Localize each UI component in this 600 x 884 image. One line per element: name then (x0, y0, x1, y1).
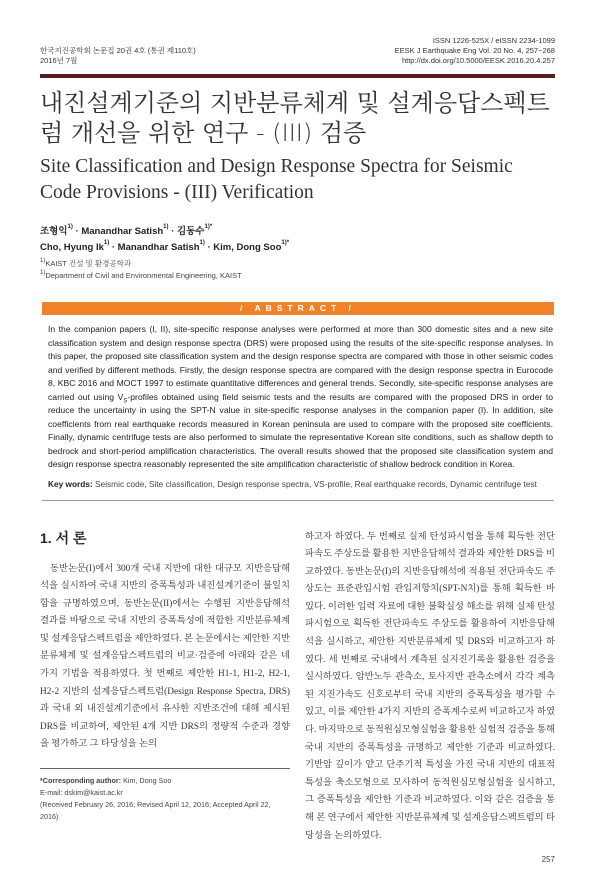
issn: ISSN 1226-525X / eISSN 2234-1099 (432, 36, 555, 45)
footnote-rule (40, 768, 290, 769)
journal-header (40, 36, 555, 66)
title-korean: 내진설계기준의 지반분류체계 및 설계응답스펙트럼 개선을 위한 연구 - (III) 검증 (40, 89, 550, 147)
header-rule (40, 74, 555, 78)
authors (40, 224, 555, 256)
section-heading: 1. 서 론 (40, 529, 87, 546)
journal-name-ko: 한국지진공학회 논문집 20권 4호 (통권 제110호) (40, 46, 196, 55)
abstract-text: In the companion papers (I, II), site-specific response analyses were performed at more than 300 domestic sites and a new site classification system and design response spectra (DRS) were proposed using the results of the site-specific response analyses. In this paper, the proposed site classification system and the design response spectra are compared with those in other seismic codes and verified by different methods. Firstly, the design response spectra are compared with the design response spectra in Eurocode 8, KBC 2016 and MOCT 1997 to estimate quantitative differences and general trends. Secondly, site-specific response analyses are carried out using $V_S$-profiles obtained using field seismic tests and the results are compared with the proposed DRS in order to reduce the uncertainty in using the SPT-N value in site-specific response analyses in the companion paper (I). In addition, site coefficients from real earthquake records measured in Korean peninsula are used to compare with the proposed site coefficients. Finally, dynamic centrifuge tests are also performed to simulate the representative Korean site conditions, such as shallow depth to bedrock and short-period amplification characteristics. The overall results showed that the proposed site classification system and design response spectra reasonably represented the site amplification characteristic of shallow bedrock condition in Korea. (48, 324, 554, 469)
page-number: 257 (541, 855, 555, 865)
column-right (305, 529, 555, 846)
received-dates: (Received February 26, 2016; Revised April 12, 2016; Accepted April 22, 2016) (40, 800, 271, 822)
issue-date: 2016년 7월 (40, 56, 78, 65)
doi-link[interactable]: http://dx.doi.org/10.5000/EESK.2016.20.4.257 (401, 56, 555, 65)
affiliations (40, 258, 555, 282)
footnote (40, 775, 290, 823)
authors-korean: 조형익$^{1)}$ · Manandhar Satish$^{1)}$ · 김동수$^{1)*}$ (40, 224, 213, 237)
abstract-rule (42, 500, 554, 501)
affiliation-english: $^{1)}$Department of Civil and Environmental Engineering, KAIST (40, 270, 242, 280)
corresponding-label: *Corresponding author: (40, 776, 122, 786)
title-english: Site Classification and Design Response Spectra for Seismic Code Provisions - (III) Verification (40, 156, 513, 203)
body-column-left: 동반논문(I)에서 300개 국내 지반에 대한 대규모 지반응답해석을 실시하여 국내 지반의 증폭특성과 내진설계기준이 불일치함을 규명하였으며, 동반논문(II)에서는 수행된 지반응답해석 결과를 바탕으로 국내 지반의 증폭특성에 적합한 지반분류체계 및 설계응답스펙트럼을 제안하였다. 본 논문에서는 제안한 지반분류체계 및 설계응답스펙트럼의 비교·검증에 아래와 같은 네 가지 기법을 적용하였다. 첫 번째로 제안한 H1-1, H1-2, H2-1, H2-2 지반의 설계응답스펙트럼(Design Response Spectra, DRS)과 국내 외 내진설계기준에서 유사한 지반조건에 대해 제시된 DRS를 비교하여, 제안된 4개 지반 DRS의 정량적 수준과 경향을 평가하고 그 타당성을 논의 (40, 563, 290, 750)
journal-header-right (395, 36, 555, 66)
journal-name-en: EESK J Earthquake Eng Vol. 20 No. 4, 257−268 (394, 46, 555, 55)
journal-header-left (40, 46, 196, 66)
authors-english: Cho, Hyung $Ik^{1)}$ · Manandhar Satish$^{1)}$ · Kim, Dong Soo$^{1)*}$ (40, 240, 290, 253)
affiliation-korean: $^{1)}$KAIST 건설 및 환경공학과 (40, 258, 132, 268)
body-columns (40, 529, 555, 846)
body-column-right: 하고자 하였다. 두 번째로 실제 탄성파시험을 통해 획득한 전단파속도 주상도를 활용한 지반응답해석 결과와 제안한 DRS를 비교하였다. 동반논문(I)의 지반응답해석에 적용된 전단파속도 주상도는 표준관입시험 관입저항치(SPT-N치)를 통해 획득한 바 있다. 이러한 입력 자료에 대한 불확실성 해소를 위해 실제 탄성파시험으로 획득한 전단파속도 주상도를 활용하여 지반응답해석을 실시하고, 제안한 지반분류체계 및 DRS와 비교하고자 하였다. 세 번째로 국내에서 계측된 실지진기록을 활용한 검증을 실시하였다. 암반노두 관측소, 토사지반 관측소에서 각각 계측된 지진가속도 신호로부터 국내 지반의 증폭특성을 평가할 수 있고, 이를 제안한 4가지 지반의 증폭계수로써 비교하고자 하였다. 마지막으로 동적원심모형실험을 활용한 실험적 검증을 통해 국내 지반의 증폭특성을 규명하고 제안한 기준과 비교하였다. 기반암 깊이가 얕고 단주기적 특성을 가진 국내 지반의 대표적 특성을 축소모형으로 모사하여 동적원심모형실험을 실시하고, 그 증폭특성을 제안한 기준과 비교하였다. 이와 같은 검증을 통해 본 연구에서 제안한 지반분류체계 및 설계응답스펙트럼의 타당성을 논의하였다. (305, 531, 555, 841)
abstract-banner: / ABSTRACT / (42, 302, 554, 315)
keywords: Key words: Seismic code, Site classification, Design response spectra, VS-profile, Real earthquake records, Dynamic centrifuge test (48, 478, 537, 489)
column-left (40, 529, 290, 846)
email[interactable]: E-mail: dskim@kaist.ac.kr (40, 788, 123, 798)
corresponding-author: Kim, Dong Soo (123, 776, 172, 786)
